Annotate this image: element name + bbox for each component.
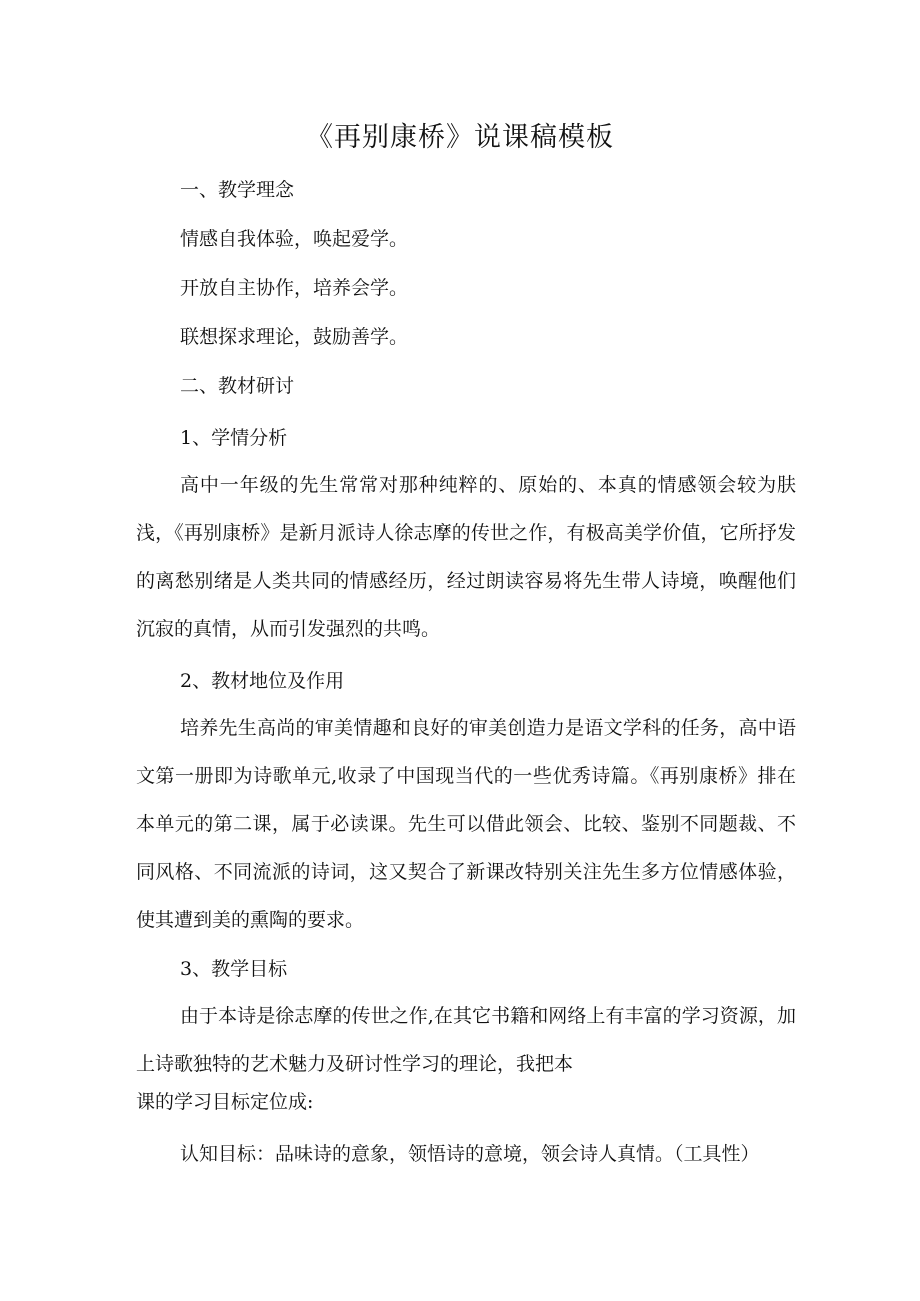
cognitive-goal: 认知目标：品味诗的意象，领悟诗的意境，领会诗人真情。（工具性）	[180, 1143, 760, 1165]
subheading-teaching-goals: 3、教学目标	[180, 958, 288, 980]
philosophy-item-3: 联想探求理论，鼓励善学。	[180, 326, 409, 348]
document-title: 《再别康桥》说课稿模板	[306, 122, 614, 153]
paragraph-textbook-position: 培养先生高尚的审美情趣和良好的审美创造力是语文学科的任务，高中语文第一册即为诗歌单元,收录了中国现当代的一些优秀诗篇。《再别康桥》排在本单元的第二课，属于必读课。先生可以借此领会、比较、鉴别不同题裁、不同风格、不同流派的诗词，这又契合了新课改特别关注先生多方位情感体验，使其遭到美的熏陶的要求。	[136, 717, 796, 931]
philosophy-item-2: 开放自主协作，培养会学。	[180, 277, 409, 299]
paragraph-teaching-goals: 由于本诗是徐志摩的传世之作,在其它书籍和网络上有丰富的学习资源，加上诗歌独特的艺术魅力及研讨性学习的理论，我把本	[136, 1005, 796, 1075]
paragraph-student-analysis: 高中一年级的先生常常对那种纯粹的、原始的、本真的情感领会较为肤浅，《再别康桥》是新月派诗人徐志摩的传世之作，有极高美学价值，它所抒发的离愁别绪是人类共同的情感经历，经过朗读容易将先生带人诗境，唤醒他们沉寂的真情，从而引发强烈的共鸣。	[136, 474, 796, 640]
philosophy-item-1: 情感自我体验，唤起爱学。	[180, 228, 409, 250]
subheading-student-analysis: 1、学情分析	[180, 427, 288, 449]
section-heading-textbook-study: 二、教材研讨	[180, 375, 295, 397]
section-heading-teaching-philosophy: 一、教学理念	[180, 179, 295, 201]
paragraph-teaching-goals-continued: 课的学习目标定位成:	[136, 1091, 314, 1113]
subheading-textbook-position: 2、教材地位及作用	[180, 670, 345, 692]
